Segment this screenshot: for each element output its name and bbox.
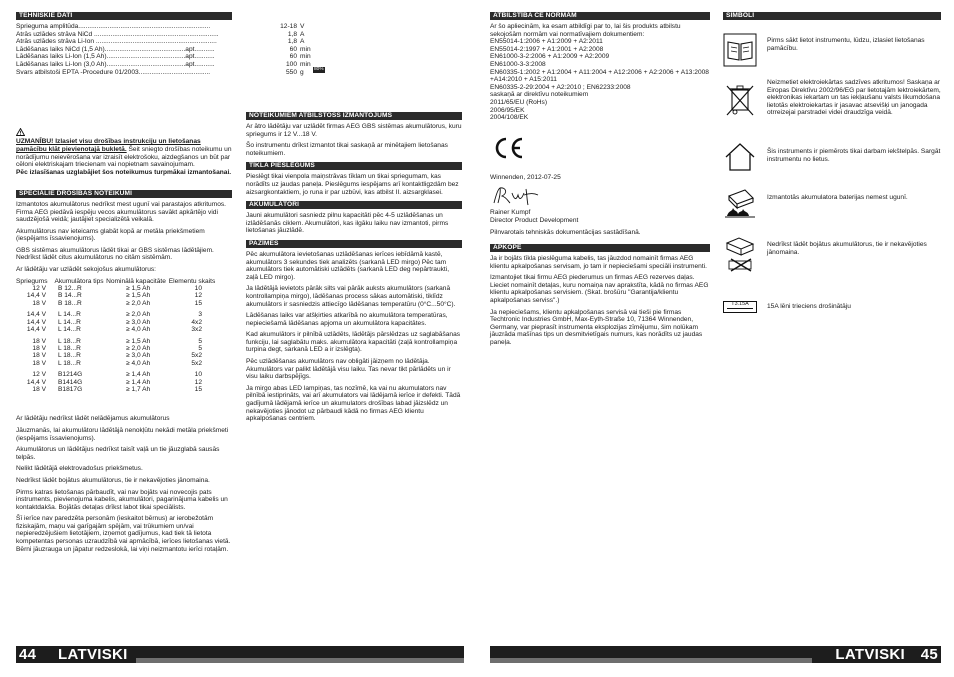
tech-data-row (16, 61, 316, 69)
capacity-cell: ≥ 1,5 Ah (126, 292, 151, 300)
special-paragraph: Pirms katras lietošanas pārbaudīt, vai nav bojāts vai novecojis pats instruments, pievienojuma kabelis, akumulātori, pagarinājuma kabelis un kontaktdakša. Bojātās detaļas drīkst labot tikai speciālists. (16, 488, 228, 511)
conformity-intro: Ar šo apliecinām, ka esam atbildīgi par to, lai šis produkts atbilstu sekojošām normām vai normatīvajiem dokumentiem: (490, 23, 681, 38)
right-page (477, 0, 954, 677)
tech-data-row (16, 69, 316, 77)
conformity-line: 2004/108/EK (490, 114, 529, 122)
type-cell: B 14...R (58, 292, 82, 300)
voltage-cell: 18 V (32, 352, 46, 360)
battery-row (16, 319, 216, 326)
manual-book-icon (723, 33, 757, 67)
conformity-header: ATBILSTĪBA CE NORMĀM (490, 12, 710, 20)
damaged-battery-icon (723, 235, 757, 269)
capacity-cell: ≥ 4,0 Ah (126, 326, 151, 334)
cells-cell: 15 (194, 299, 202, 307)
tech-data-row (16, 31, 316, 39)
tech-label: Lādēšanas laiks NiCd (1,5 Ah)............................................apt........... (16, 45, 215, 53)
left-language: LATVISKI (58, 646, 128, 663)
tech-value: 12-18 (280, 23, 297, 30)
usage-p1: Ar ātro lādētāju var uzlādēt firmas AEG GBS sistēmas akumulātorus, kuru spriegums ir 12 V...18 V. (246, 123, 462, 138)
type-cell: B1214G (58, 371, 83, 379)
conformity-line: EN61000-3-2:2006 + A1:2009 + A2:2009 (490, 53, 610, 61)
no-fire-battery-icon (723, 186, 757, 220)
voltage-cell: 18 V (32, 299, 46, 307)
warning-body: Šeit sniegto drošības noteikumu un norādījumu neievērošana var izraisīt elektrošoku, aizdegšanos un būt par cēloni elektriskajam triecienam vai nopietnam savainojumam. (16, 145, 232, 169)
mains-p1: Pieslēgt tikai vienpola maiņstrāvas tīklam un tikai spriegumam, kas norādīts uz jaudas paneļa. Pieslēgums iespējams arī kontaktligzdām bez aizsargkontaktiem, jo runa ir par uzbūvi, kas atbilst II. aizsargklasei. (246, 173, 459, 196)
conformity-line: EN60335-2-29:2004 + A2:2010 ; EN62233:2008 (490, 83, 631, 91)
tech-value: 550 (285, 68, 297, 76)
tech-unit: A (300, 30, 305, 38)
battery-row (16, 371, 216, 378)
type-cell: L 18...R (58, 337, 81, 345)
conformity-line: 2006/95/EK (490, 106, 525, 114)
type-cell: L 14...R (58, 311, 81, 319)
center-column (246, 112, 462, 427)
battery-row (16, 300, 216, 307)
ce-mark (492, 136, 710, 160)
display-paragraph: Lādēšanas laiks var atšķirties atkarībā no akumulātora temperatūras, nepieciešamā lādēšanas apjoma un akumulātora kapacitātes. (246, 312, 448, 327)
voltage-cell: 12 V (32, 285, 46, 293)
battery-row (16, 352, 216, 359)
battery-row (16, 338, 216, 345)
capacity-cell: ≥ 1,5 Ah (126, 285, 151, 293)
battery-table-head (16, 278, 216, 285)
voltage-cell: 14,4 V (26, 326, 46, 334)
battery-row (16, 326, 216, 333)
house-icon (723, 140, 757, 174)
capacity-cell: ≥ 1,4 Ah (126, 378, 151, 386)
mains-header: TĪKLA PIESLĒGUMS (246, 162, 462, 170)
conformity-line: EN60335-1:2002 + A1:2004 + A11:2004 + A12:2006 + A2:2006 + A13:2008 +A14:2010 + A15:2011 (490, 68, 709, 84)
capacity-cell: ≥ 3,0 Ah (126, 318, 151, 326)
special-p1: Izmantotos akumulātorus nedrīkst mest ugunī vai parastajos atkritumos. Firma AEG piedāvā iespēju vecos akumulātorus savākt apkārtējo vidi saudzējošā veidā; jautājiet specializētā veikalā. (16, 200, 226, 224)
symbol-row (723, 235, 954, 279)
type-cell: L 14...R (58, 326, 81, 334)
voltage-cell: 14,4 V (26, 318, 46, 326)
head-cells: Elementu skaits (168, 277, 216, 285)
symbol-text: 15A lēni trieciens drošinātāju (767, 303, 851, 310)
service-paragraph: Izmantojiet tikai firmu AEG piederumus un firmas AEG rezerves daļas. Lieciet nomainīt detaļas, kuru nomaiņa nav aprakstīta, kādā no firmas AEG klientu apkalpošanas servisiem. (Skat. brošūru "Garantija/klientu apkalpošanas serviss".) (490, 274, 709, 305)
tech-data-header: TEHNISKIE DATI (16, 12, 232, 20)
battery-row (16, 311, 216, 318)
battery-row (16, 360, 216, 367)
type-cell: B1817G (58, 385, 83, 393)
voltage-cell: 18 V (32, 337, 46, 345)
symbols-column (723, 12, 941, 310)
display-paragraph: Ja lādētājā ievietots pārāk silts vai pārāk auksts akumulātors (sarkanā kontrollampiņa mirgo), lādēšanas process sākas automātiski, tiklīdz akumulātors ir sasniedzis attiecīgo lādēšanas temperatūru (0°C...50°C). (246, 285, 456, 308)
head-type: Akumulātora tips (54, 277, 104, 285)
battery-table (16, 278, 216, 394)
display-paragraph: Ja mirgo abas LED lampiņas, tas nozīmē, ka vai nu akumulators nav pilnībā iestiprināts, vai arī akumulators vai lādējamā ierīce ir defekti. Tādā gadījumā lādējamā ierīce un akumulators drošības labad jāizslēdz un nekavējoties jānodot uz pārbaudi kādā no firmas AEG klientu apkalpošanas centriem. (246, 384, 461, 423)
special-p2: Akumulātorus nav ieteicams glabāt kopā ar metāla priekšmetiem (iespējams īssavienojums). (16, 227, 205, 243)
cells-cell: 4x2 (191, 318, 202, 326)
tech-label: Sprieguma amplitūda........................................................................ (16, 23, 211, 30)
tech-data-row (16, 46, 316, 54)
tech-label: Ātrās uzlādes strāva Li-Ion .................................................................. (16, 38, 217, 46)
type-cell: B1414G (58, 378, 83, 386)
tech-value: 100 (285, 60, 297, 68)
special-paragraph: Jāuzmanās, lai akumulātoru lādētājā nenokļūtu nekādi metāla priekšmeti (iespējams īssavienojums). (16, 426, 229, 442)
special-p4: Ar lādētāju var uzlādēt sekojošus akumulātorus: (16, 266, 157, 274)
conformity-line: 2011/65/EU (RoHs) (490, 98, 548, 106)
signer-title: Director Product Development (490, 216, 579, 224)
cells-cell: 5x2 (191, 359, 202, 367)
type-cell: L 18...R (58, 344, 81, 352)
right-page-number: 45 (920, 646, 938, 663)
type-cell: L 18...R (58, 352, 81, 360)
special-p3: GBS sistēmas akumulātorus lādēt tikai ar GBS sistēmas lādētājiem. Nedrīkst lādēt citus akumulātorus no citām sistēmām. (16, 246, 214, 262)
voltage-cell: 12 V (32, 371, 46, 379)
battery-row (16, 292, 216, 299)
voltage-cell: 18 V (32, 385, 46, 393)
symbol-text: Nedrīkst lādēt bojātus akumulātorus, tie ir nekavējoties jānomaina. (767, 241, 927, 256)
cells-cell: 12 (194, 378, 202, 386)
warning-icon (16, 131, 25, 138)
battery-row (16, 379, 216, 386)
usage-p2: Šo instrumentu drīkst izmantot tikai saskaņā ar minētajiem lietošanas noteikumiem. (246, 142, 448, 157)
voltage-cell: 18 V (32, 344, 46, 352)
tech-data-row (16, 38, 316, 46)
cells-cell: 5 (198, 337, 202, 345)
fuse-icon (723, 301, 757, 313)
symbol-row (723, 79, 954, 135)
tech-value: 60 (289, 45, 297, 53)
left-footer-bar (136, 658, 464, 663)
capacity-cell: ≥ 1,7 Ah (126, 385, 151, 393)
fuse-label: T3.15A (731, 301, 749, 307)
tech-unit: min (300, 45, 311, 53)
right-footer-bar (490, 658, 812, 663)
cells-cell: 5x2 (191, 352, 202, 360)
tech-data-row (16, 53, 316, 61)
batteries-header: AKUMULĀTORI (246, 201, 462, 209)
crossed-bin-icon (723, 83, 757, 117)
special-paragraph: Akumulātorus un lādētājus nedrīkst taisīt vaļā un tie jāuzglabā sausās telpās. (16, 446, 220, 461)
symbol-row (723, 33, 954, 73)
warning-tail: Pēc izlasīšanas uzglabājiet šos noteikumus turpmākai izmantošanai. (16, 168, 232, 176)
cells-cell: 15 (194, 385, 202, 393)
signer-name: Rainer Kumpf (490, 209, 531, 217)
cells-cell: 10 (194, 371, 202, 379)
capacity-cell: ≥ 2,0 Ah (126, 299, 151, 307)
conformity-line: saskaņā ar direktīvu noteikumiem (490, 91, 589, 99)
battery-row (16, 285, 216, 292)
conformity-line: EN55014-1:2006 + A1:2009 + A2:2011 (490, 38, 603, 46)
capacity-cell: ≥ 2,0 Ah (126, 344, 151, 352)
type-cell: L 18...R (58, 359, 81, 367)
special-paragraph: Ar lādētāju nedrīkst lādēt nelādējamus akumulātorus (16, 415, 170, 423)
type-cell: L 14...R (58, 318, 81, 326)
service-paragraph: Ja ir bojāts tīkla pieslēguma kabelis, tas jāuzdod nomainīt firmas AEG klientu apkalpošanas servisam, jo tam ir nepieciešami speciāli instrumenti. (490, 255, 707, 270)
symbol-text: Šis instruments ir piemērots tikai darbam iekštelpās. Sargāt instrumentu no lietus. (767, 148, 941, 163)
tech-unit: V (300, 23, 305, 30)
tech-unit: g (300, 68, 304, 76)
tech-label: Lādēšanas laiks Li-Ion (3,0 Ah)...........................................apt........... (16, 60, 215, 68)
service-paragraph: Ja nepieciešams, klientu apkalpošanas servisā vai tieši pie firmas Techtronic Industries GmbH, Max-Eyth-Straße 10, 71364 Winnenden, Germany, var pieprasīt instrumenta eksplozijas zīmējumu, šim nolūkam jāuzrāda mašīnas tips un desmitvietīgais numurs, kas norādīts uz jaudas paneļa. (490, 308, 703, 347)
capacity-cell: ≥ 3,0 Ah (126, 352, 151, 360)
special-paragraph: Šī ierīce nav paredzēta personām (ieskaitot bērnus) ar ierobežotām fiziskajām, maņu vai garīgajām spējām, vai trūkumiem un/vai nepieredzējušiem lietotājiem, izņemot gadījumus, kad tiek tā lietota kompetentas personas uzraudzībā vai apmācībā, ierīces lietošanas vietā. Bērni jāuzrauga un jāpatur redzeslokā, lai viņi neizmantotu ierīci rotaļām. (16, 515, 231, 553)
service-header: APKOPE (490, 244, 710, 252)
conformity-line: EN55014-2:1997 + A1:2001 + A2:2008 (490, 45, 604, 53)
capacity-cell: ≥ 1,5 Ah (126, 337, 151, 345)
tech-label: Svars atbilstoši EPTA -Procedure 01/2003....................................... (16, 68, 211, 76)
display-paragraph: Pēc uzlādēšanas akumulātors nav obligāti jāizņem no lādētāja. Akumulātors var palikt lādētājā visu laiku. Tas nevar tikt pārlādēts un ir visu laiku darbspējīgs. (246, 358, 451, 381)
special-paragraph: Nedrīkst lādēt bojātus akumulātorus, tie ir nekavējoties jānomaina. (16, 476, 210, 484)
symbol-row (723, 140, 954, 180)
tech-value: 1,8 (287, 38, 297, 46)
type-cell: B 18...R (58, 299, 82, 307)
capacity-cell: ≥ 1,4 Ah (126, 371, 151, 379)
symbol-row (723, 301, 954, 317)
warning-block (16, 120, 232, 184)
voltage-cell: 14,4 V (26, 311, 46, 319)
symbol-text: Izmantotās akumulatora baterijas nemest ugunī. (767, 194, 908, 201)
voltage-cell: 18 V (32, 359, 46, 367)
cells-cell: 10 (194, 285, 202, 293)
battery-row (16, 386, 216, 393)
display-paragraph: Kad akumulātors ir pilnībā uzlādēts, lādētājs pārslēdzas uz saglabāšanas funkciju, lai saglabātu maks. akumulātora kapacitāti (zaļā kontrollampiņa turpina degt, sarkanā LED a ir izslēgta). (246, 331, 461, 354)
authorized-text: Pilnvarotais tehniskās dokumentācijas sastādīšanā. (490, 228, 641, 236)
tech-unit: min (300, 60, 311, 68)
left-page-number: 44 (19, 646, 37, 663)
batteries-p1: Jauni akumulātori sasniedz pilnu kapacitāti pēc 4-5 uzlādēšanas un izlādēšanās ciklem. Akumulātori, kas ilgāku laiku nav izmantoti, pirms lietošanas jāuzlādē. (246, 212, 449, 235)
tech-label: Lādēšanas laiks Li-Ion (1,5 Ah)...........................................apt........... (16, 53, 215, 61)
conformity-line: EN61000-3-3:2008 (490, 60, 546, 68)
tech-unit: A (300, 38, 305, 46)
display-paragraph: Pēc akumulātora ievietošanas uzlādēšanas ierīces iebīdāmā kastē, akumulātors 3 sekundes tiek analizēts (sarkanā LED mirgo) Pēc tam akumulātors tiek automātiski uzlādēts (sarkanā LED deg nepārtraukti, zaļā LED mirgo). (246, 250, 450, 281)
right-language: LATVISKI (835, 646, 905, 663)
signature (490, 185, 710, 207)
place-date: Winnenden, 2012-07-25 (490, 173, 561, 181)
usage-header: NOTEIKUMIEM ATBILSTOŠS IZMANTOJUMS (246, 112, 462, 120)
symbol-text: Pirms sākt lietot instrumentu, lūdzu, izlasiet lietošanas pamācību. (767, 37, 925, 52)
head-voltage: Spriegums (16, 277, 48, 285)
cells-cell: 3 (198, 311, 202, 319)
conformity-column (490, 12, 710, 351)
battery-badge: 80% (314, 67, 324, 72)
capacity-cell: ≥ 4,0 Ah (126, 359, 151, 367)
tech-label: Ātrās uzlādes strāva NiCd .................................................................... (16, 30, 219, 38)
symbols-header: SIMBOLI (723, 12, 941, 20)
cells-cell: 3x2 (191, 326, 202, 334)
symbol-row (723, 186, 954, 226)
battery-row (16, 345, 216, 352)
tech-value: 60 (289, 53, 297, 61)
special-paragraph: Nelikt lādētājā elektrovadošus priekšmetus. (16, 465, 143, 473)
special-rules-header: SPECIĀLIE DROŠĪBAS NOTEIKUMI (16, 190, 232, 198)
tech-data-table (16, 23, 316, 76)
voltage-cell: 14,4 V (26, 378, 46, 386)
tech-value: 1,8 (287, 30, 297, 38)
cells-cell: 5 (198, 344, 202, 352)
cells-cell: 12 (194, 292, 202, 300)
head-capacity: Nominālā kapacitāte (106, 277, 166, 285)
capacity-cell: ≥ 2,0 Ah (126, 311, 151, 319)
tech-data-row (16, 23, 316, 31)
conformity-text (490, 23, 710, 122)
warning-lead: UZMANĪBU! Izlasiet visu drošības instrukciju un lietošanas pamācību klāt pievienotajā bukletā. (16, 138, 201, 153)
voltage-cell: 14,4 V (26, 292, 46, 300)
display-header: PAZĪMES (246, 240, 462, 248)
tech-unit: min (300, 53, 311, 61)
symbol-text: Neizmetiet elektroiekārtas sadzīves atkritumos! Saskaņa ar Eiropas Direktīvu 2002/96/EG par lietotajām lektroiekārtem, elektronikas iekartam un tas iekļaušanu valsts likumdošana lietotās elektroiekartas ir jasavac atsevišķi un janogada otrreizejai parstradei videi draudzīga veidā. (767, 79, 941, 117)
type-cell: B 12...R (58, 285, 82, 293)
